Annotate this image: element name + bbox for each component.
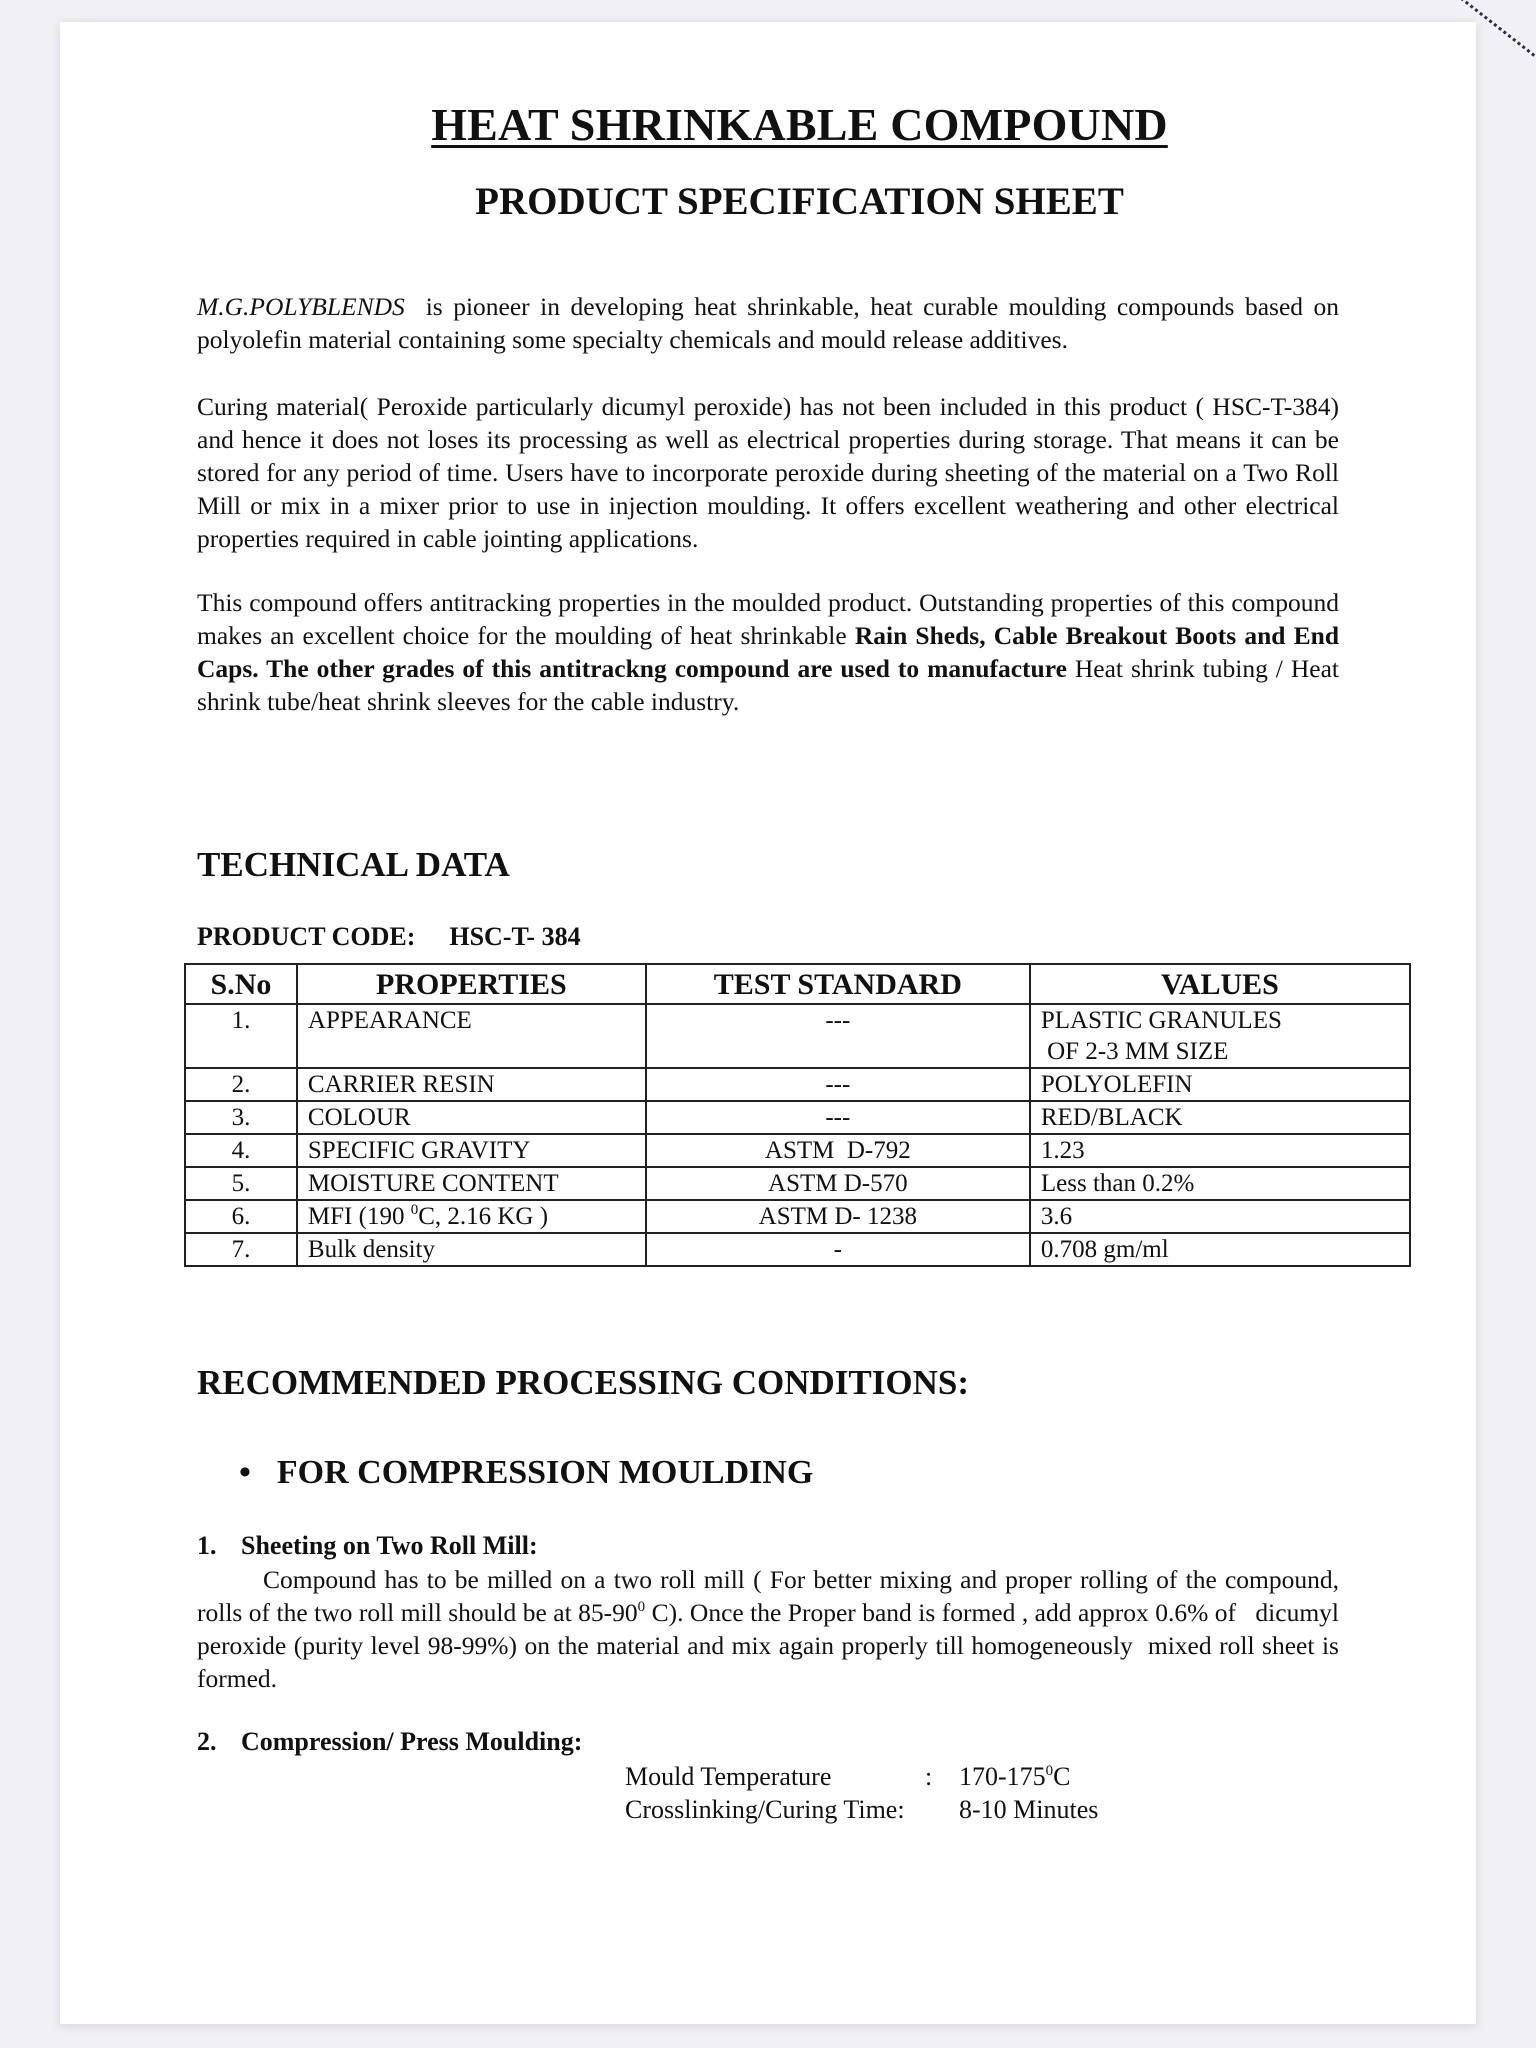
antitracking-text-2: Heat shrink tubing / Heat shrink tube/heat shrink sleeves for the cable industry. (197, 654, 1339, 716)
condition-row-mould-temperature (625, 1760, 1098, 1793)
condition-label: Crosslinking/Curing Time: (625, 1795, 905, 1824)
cell-standard: --- (646, 1068, 1030, 1101)
antitracking-bold-text: Rain Sheds, Cable Breakout Boots and End Caps. The other grades of this antitrackng compound are used to manufacture (197, 621, 1339, 683)
step-1-text-post: C). Once the Proper band is formed , add approx 0.6% of dicumyl peroxide (purity level 98-99%) on the material and mix again properly till homogeneously mixed roll sheet is formed. (197, 1598, 1346, 1693)
table-row (185, 1200, 1410, 1233)
table-header-row (185, 964, 1410, 1004)
antitracking-paragraph (197, 586, 1339, 718)
cell-standard: ASTM D- 1238 (646, 1200, 1030, 1233)
antitracking-text-1: This compound offers antitracking properties in the moulded product. Outstanding properties of this compound makes an excellent choice for the moulding of heat shrinkable (197, 588, 1339, 650)
mfi-text-post: C, 2.16 KG ) (418, 1203, 549, 1230)
mfi-text-pre: MFI (190 (307, 1203, 411, 1230)
intro-paragraph (197, 290, 1346, 356)
title-text: HEAT SHRINKABLE COMPOUND (431, 99, 1168, 150)
cell-property: Bulk density (297, 1233, 646, 1266)
company-name: M.G.POLYBLENDS (197, 292, 405, 321)
table-row (185, 1101, 1410, 1134)
table-row (185, 1068, 1410, 1101)
cell-property: MOISTURE CONTENT (297, 1167, 646, 1200)
document-title (197, 99, 1402, 150)
cell-sno: 7. (185, 1233, 297, 1266)
cell-property: CARRIER RESIN (297, 1068, 646, 1101)
bullet-icon: • (239, 1454, 251, 1491)
cell-value: POLYOLEFIN (1030, 1068, 1410, 1101)
temp-value-pre: 170-175 (959, 1762, 1046, 1791)
cell-standard: --- (646, 1004, 1030, 1068)
cell-standard: - (646, 1233, 1030, 1266)
cell-standard: ASTM D-570 (646, 1167, 1030, 1200)
document-subtitle: PRODUCT SPECIFICATION SHEET (475, 180, 1124, 223)
header-sno: S.No (185, 964, 297, 1004)
cell-sno: 2. (185, 1068, 297, 1101)
condition-value (959, 1760, 1071, 1793)
cell-standard: --- (646, 1101, 1030, 1134)
step-1-title-text: Sheeting on Two Roll Mill: (241, 1531, 538, 1560)
cell-value (1030, 1004, 1410, 1068)
cell-property (297, 1200, 646, 1233)
step-2-title (197, 1729, 582, 1755)
degree-superscript: 0 (637, 1599, 646, 1615)
curing-paragraph: Curing material( Peroxide particularly dicumyl peroxide) has not been included in this product ( HSC-T-384) and hence it does not loses its processing as well as electrical properties during storage. That means it can be stored for any period of time. Users have to incorporate peroxide during sheeting of the material on a Two Roll Mill or mix in a mixer prior to use in injection moulding. It offers excellent weathering and other electrical properties required in cable jointing applications. (197, 392, 1339, 553)
condition-value: 8-10 Minutes (959, 1795, 1099, 1824)
compression-moulding-heading: FOR COMPRESSION MOULDING (276, 1454, 814, 1491)
header-test-standard: TEST STANDARD (646, 964, 1030, 1004)
cell-value: RED/BLACK (1030, 1101, 1410, 1134)
table-row (185, 1134, 1410, 1167)
step-2-number: 2. (197, 1727, 217, 1756)
product-code-line (197, 922, 581, 952)
step-1-paragraph (197, 1563, 1346, 1695)
condition-row-curing-time (625, 1793, 1098, 1826)
degree-superscript: 0 (410, 1202, 419, 1218)
compression-moulding-bullet (239, 1456, 813, 1490)
header-values: VALUES (1030, 964, 1410, 1004)
step-1-number: 1. (197, 1531, 217, 1560)
step-2-title-text: Compression/ Press Moulding: (241, 1727, 583, 1756)
product-code-label: PRODUCT CODE: (197, 922, 416, 951)
product-code-value: HSC-T- 384 (449, 922, 581, 951)
technical-data-heading: TECHNICAL DATA (197, 845, 510, 884)
moulding-conditions (625, 1760, 1098, 1826)
cell-property: SPECIFIC GRAVITY (297, 1134, 646, 1167)
degree-superscript: 0 (1045, 1763, 1054, 1779)
table-row (185, 1167, 1410, 1200)
cell-property: COLOUR (297, 1101, 646, 1134)
cell-sno: 3. (185, 1101, 297, 1134)
step-1-text-pre: Compound has to be milled on a two roll mill ( For better mixing and proper rolling of the compound, rolls of the two roll mill should be at 85-90 (197, 1565, 1339, 1627)
cell-sno: 6. (185, 1200, 297, 1233)
cell-value: 1.23 (1030, 1134, 1410, 1167)
intro-text: is pioneer in developing heat shrinkable, heat curable moulding compounds based on polyolefin material containing some specialty chemicals and mould release additives. (197, 292, 1346, 354)
cell-standard: ASTM D-792 (646, 1134, 1030, 1167)
cell-sno: 4. (185, 1134, 297, 1167)
technical-data-table (184, 963, 1411, 1267)
value-line-1: PLASTIC GRANULES (1040, 1007, 1282, 1034)
condition-label: Mould Temperature (625, 1762, 832, 1791)
step-1-title (197, 1533, 538, 1559)
cell-value: 3.6 (1030, 1200, 1410, 1233)
temp-value-post: C (1053, 1762, 1071, 1791)
cell-value: Less than 0.2% (1030, 1167, 1410, 1200)
cell-sno: 5. (185, 1167, 297, 1200)
table-row (185, 1233, 1410, 1266)
processing-heading: RECOMMENDED PROCESSING CONDITIONS: (197, 1363, 970, 1402)
header-properties: PROPERTIES (297, 964, 646, 1004)
cell-value: 0.708 gm/ml (1030, 1233, 1410, 1266)
cell-sno: 1. (185, 1004, 297, 1068)
document-page (60, 22, 1476, 2024)
table-row (185, 1004, 1410, 1068)
condition-separator: : (925, 1762, 933, 1791)
value-line-2: OF 2-3 MM SIZE (1040, 1038, 1229, 1065)
cell-property: APPEARANCE (297, 1004, 646, 1068)
